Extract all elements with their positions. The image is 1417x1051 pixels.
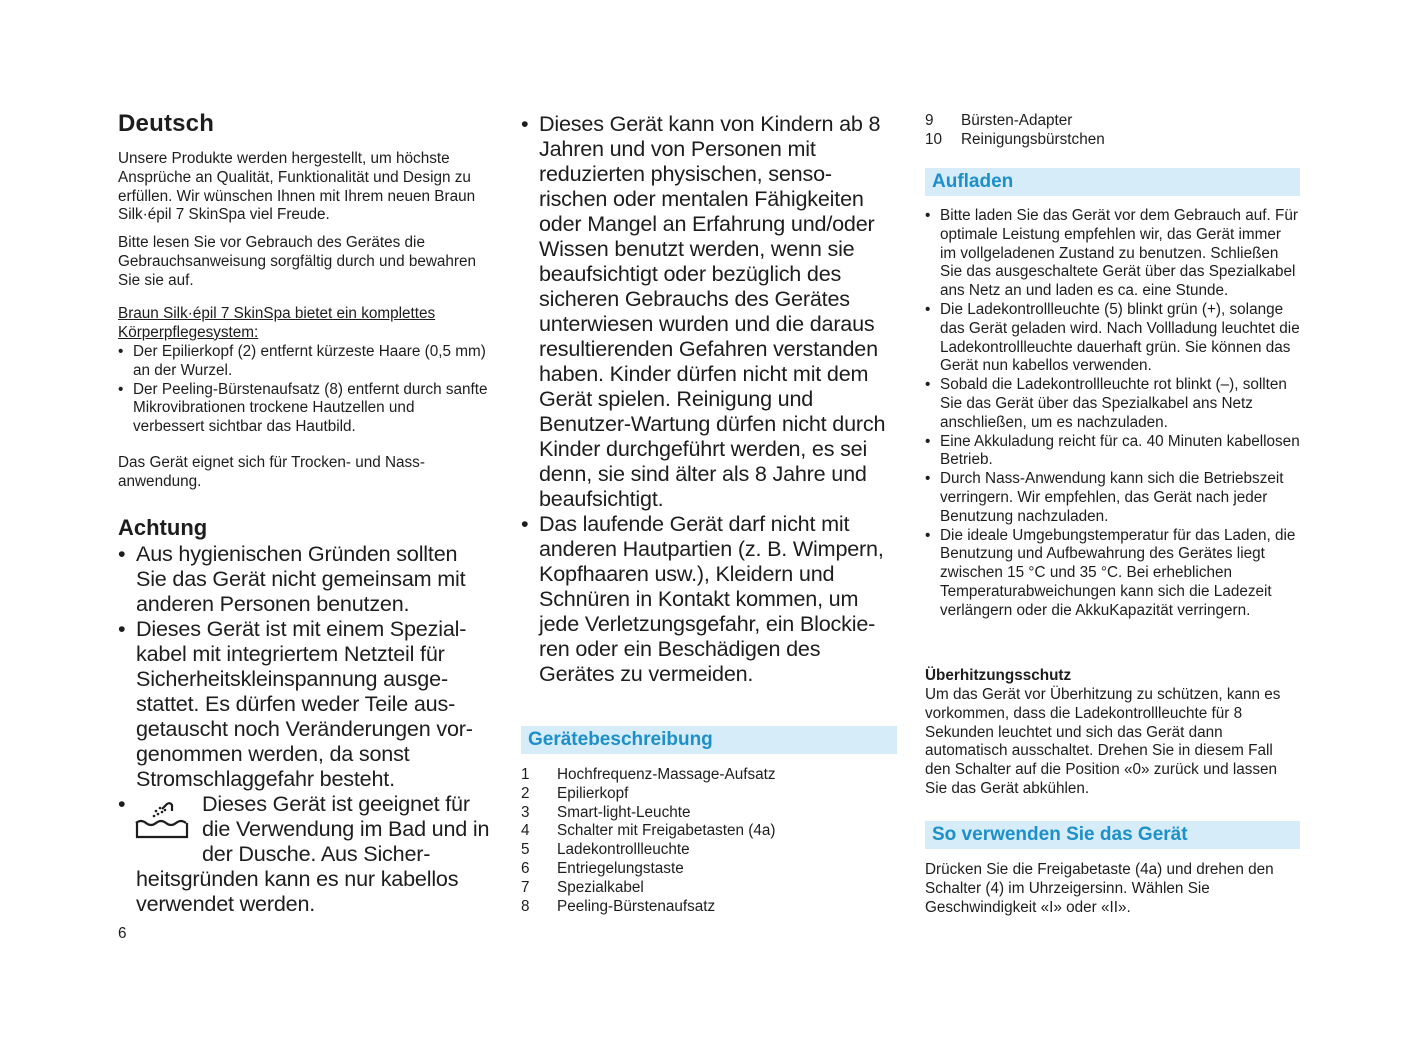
part-number: 5 <box>521 841 530 859</box>
list-item: • Dieses Gerät kann von Kindern ab 8 Jahren und von Personen mit reduzierten physischen, sensorischen oder mentalen Fähigkeiten oder Mangel an Erfahrung und/oder Wissen benutzt werden, wenn sie beaufsichtigt oder bezüglich des sicheren Gebrauchs des Gerätes unterwiesen wurden und die daraus resultierenden Gefahren verstanden haben. Kinder dürfen nicht mit dem Gerät spielen. Reinigung und Benutzer-Wartung dürfen nicht durch Kinder durchgeführt werden, es sei denn, sie sind älter als 8 Jahre und beaufsichtigt. <box>521 111 893 511</box>
list-item: • Das laufende Gerät darf nicht mit anderen Hautpartien (z. B. Wimpern, Kopfhaaren usw.), Kleidern und Schnüren in Kontakt kommen, um jede Verletzungsgefahr, ein Blockieren oder ein Beschädigen des Gerätes zu vermeiden. <box>521 511 893 686</box>
parts-list <box>521 766 897 916</box>
intro-paragraph: Unsere Produkte werden hergestellt, um höchste Ansprüche an Qualität, Funktionalität und Design zu erfüllen. Wir wünschen Ihnen mit Ihrem neuen Braun Silk·épil 7 SkinSpa viel Freude. <box>118 150 476 224</box>
list-item: • Aus hygienischen Gründen sollten Sie das Gerät nicht gemeinsam mit anderen Personen benutzen. <box>118 541 478 616</box>
part-number: 6 <box>521 859 530 877</box>
part-label: Entriegelungstaste <box>557 859 684 877</box>
system-list <box>118 343 490 437</box>
overheat-heading: Überhitzungsschutz <box>925 667 1072 684</box>
part-number: 10 <box>925 130 943 148</box>
list-item <box>521 898 897 917</box>
warning-heading: Achtung <box>118 515 208 540</box>
overheat-paragraph: Um das Gerät vor Überhitzung zu schützen, kann es vorkommen, dass die Ladekontrollleuchte für 8 Sekunden leuchtet und sich das Gerät dann automatisch ausschaltet. Drehen Sie in diesem Fall den Schalter auf die Position «0» zurück und lassen Sie das Gerät abkühlen. <box>925 686 1281 797</box>
part-number: 8 <box>521 897 530 915</box>
list-item <box>521 841 897 860</box>
list-item: • Eine Akkuladung reicht für ca. 40 Minuten kabellosen Betrieb. <box>925 433 1300 471</box>
shower-bath-icon <box>134 799 190 839</box>
warning-list <box>118 541 478 791</box>
list-item <box>521 879 897 898</box>
list-item <box>925 112 1300 131</box>
usage-paragraph: Drücken Sie die Freigabetaste (4a) und drehen den Schalter (4) im Uhrzeigersinn. Wählen Sie Geschwindigkeit «I» oder «II». <box>925 861 1274 916</box>
page-number: 6 <box>118 925 127 942</box>
part-label: Ladekontrollleuchte <box>557 841 690 859</box>
list-item: • Sobald die Ladekontrollleuchte rot blinkt (–), sollten Sie das Gerät über das Spezialkabel ans Netz anschließen, um es nachzuladen. <box>925 376 1300 432</box>
list-item: • Die Ladekontrollleuchte (5) blinkt grün (+), solange das Gerät geladen wird. Nach Vollladung leuchtet die Ladekontrollleuchte dauerhaft grün. Sie können das Gerät nun kabellos verwenden. <box>925 301 1300 376</box>
part-number: 2 <box>521 784 530 802</box>
section-heading-description: Gerätebeschreibung <box>521 726 897 754</box>
list-item: • Durch Nass-Anwendung kann sich die Betriebszeit verringern. Wir empfehlen, das Gerät nach jeder Benutzung nachzuladen. <box>925 470 1300 526</box>
list-item: • Der Peeling-Bürstenaufsatz (8) entfernt durch sanfte Mikrovibrationen trockene Hautzellen und verbessert sichtbar das Hautbild. <box>118 381 490 437</box>
list-item <box>521 860 897 879</box>
part-number: 3 <box>521 803 530 821</box>
part-label: Schalter mit Freigabetasten (4a) <box>557 822 776 840</box>
bath-warning-continuation: heitsgründen kann es nur kabellos verwendet werden. <box>136 866 459 916</box>
part-label: Peeling-Bürstenaufsatz <box>557 897 716 915</box>
system-heading: Braun Silk·épil 7 SkinSpa bietet ein komplettes Körperpflegesystem: <box>118 305 436 341</box>
page-title: Deutsch <box>118 110 215 137</box>
list-item <box>521 822 897 841</box>
list-item: • Der Epilierkopf (2) entfernt kürzeste Haare (0,5 mm) an der Wurzel. <box>118 343 490 381</box>
part-label: Smart-light-Leuchte <box>557 803 691 821</box>
list-item <box>521 804 897 823</box>
part-label: Bürsten-Adapter <box>961 112 1073 129</box>
section-heading-usage: So verwenden Sie das Gerät <box>925 821 1300 849</box>
instructions-paragraph: Bitte lesen Sie vor Gebrauch des Gerätes die Gebrauchsanweisung sorgfältig durch und bewahren Sie sie auf. <box>118 234 477 289</box>
part-number: 9 <box>925 112 934 129</box>
bullet: • <box>118 791 126 816</box>
list-item: • Bitte laden Sie das Gerät vor dem Gebrauch auf. Für optimale Leistung empfehlen wir, das Gerät immer im vollgeladenen Zustand zu benutzen. Schließen Sie das ausgeschaltete Gerät über das Spezialkabel ans Netz an und laden es ca. eine Stunde. <box>925 207 1300 301</box>
part-label: Epilierkopf <box>557 784 629 802</box>
list-item <box>925 131 1300 150</box>
part-number: 7 <box>521 878 530 896</box>
part-label: Hochfrequenz-Massage-Aufsatz <box>557 766 776 783</box>
list-item <box>521 785 897 804</box>
section-heading-charging: Aufladen <box>925 168 1300 196</box>
safety-list <box>521 111 893 686</box>
part-number: 1 <box>521 766 530 783</box>
list-item <box>521 766 897 785</box>
part-label: Reinigungsbürstchen <box>961 130 1105 148</box>
parts-list-continued <box>925 112 1300 150</box>
part-label: Spezialkabel <box>557 878 644 896</box>
list-item: • Dieses Gerät ist mit einem Spezialkabel mit integriertem Netzteil für Sicherheitskleinspannung ausgestattet. Es dürfen weder Teile ausgetauscht noch Veränderungen vorgenommen werden, da sonst Stromschlaggefahr besteht. <box>118 616 478 791</box>
charging-list <box>925 207 1300 621</box>
list-item: • Die ideale Umgebungstemperatur für das Laden, die Benutzung und Aufbewahrung des Gerätes liegt zwischen 15 °C und 35 °C. Bei erheblichen Temperaturabweichungen kann sich die Ladezeit verlängern oder die AkkuKapazität verringern. <box>925 527 1300 621</box>
part-number: 4 <box>521 822 530 840</box>
bath-warning-text: Dieses Gerät ist geeignet für die Verwendung im Bad und in der Dusche. Aus Sicher- <box>202 791 490 866</box>
suitability-paragraph: Das Gerät eignet sich für Trocken- und Nassanwendung. <box>118 454 425 490</box>
